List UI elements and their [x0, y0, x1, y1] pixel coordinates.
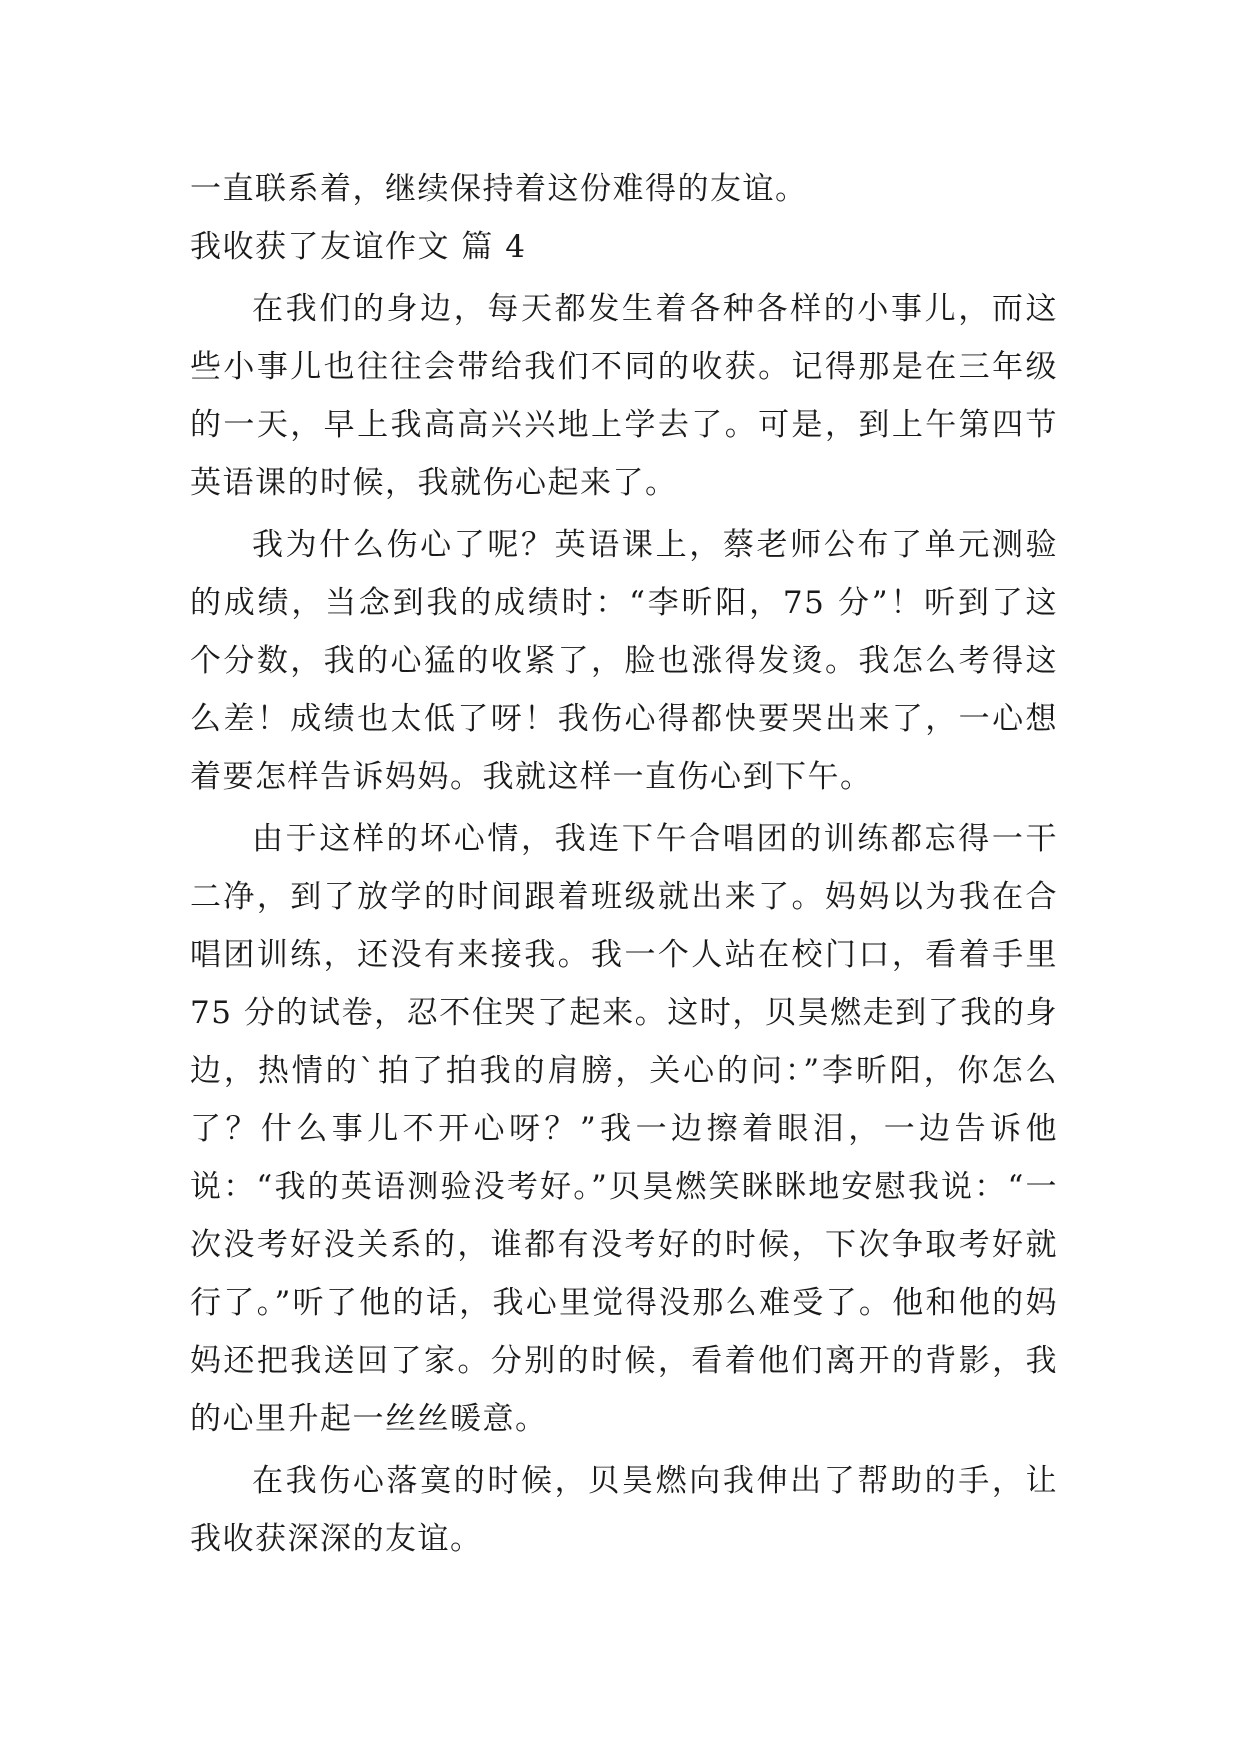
document-body [190, 160, 1058, 1568]
continuation-line: 一直联系着，继续保持着这份难得的友谊。 [190, 171, 808, 207]
paragraph-2: 我为什么伤心了呢？英语课上，蔡老师公布了单元测验的成绩，当念到我的成绩时：“李昕阳，75 分”！听到了这个分数，我的心猛的收紧了，脸也涨得发烫。我怎么考得这么差！成绩也太低了呀！我伤心得都快要哭出来了，一心想着要怎样告诉妈妈。我就这样一直伤心到下午。 [190, 527, 1058, 795]
paragraph-4: 在我伤心落寞的时候，贝昊燃向我伸出了帮助的手，让我收获深深的友谊。 [190, 1463, 1058, 1557]
section-title: 我收获了友谊作文 篇 4 [190, 229, 527, 265]
paragraph-1: 在我们的身边，每天都发生着各种各样的小事儿，而这些小事儿也往往会带给我们不同的收获。记得那是在三年级的一天，早上我高高兴兴地上学去了。可是，到上午第四节英语课的时候，我就伤心起来了。 [190, 291, 1058, 501]
paragraph-3: 由于这样的坏心情，我连下午合唱团的训练都忘得一干二净，到了放学的时间跟着班级就出来了。妈妈以为我在合唱团训练，还没有来接我。我一个人站在校门口，看着手里 75 分的试卷，忍不住哭了起来。这时，贝昊燃走到了我的身边，热情的`拍了拍我的肩膀，关心的问：”李昕阳，你怎么了？什么事儿不开心呀？”我一边擦着眼泪，一边告诉他说：“我的英语测验没考好。”贝昊燃笑眯眯地安慰我说：“一次没考好没关系的，谁都有没考好的时候，下次争取考好就行了。”听了他的话，我心里觉得没那么难受了。他和他的妈妈还把我送回了家。分别的时候，看着他们离开的背影，我的心里升起一丝丝暖意。 [190, 821, 1058, 1437]
